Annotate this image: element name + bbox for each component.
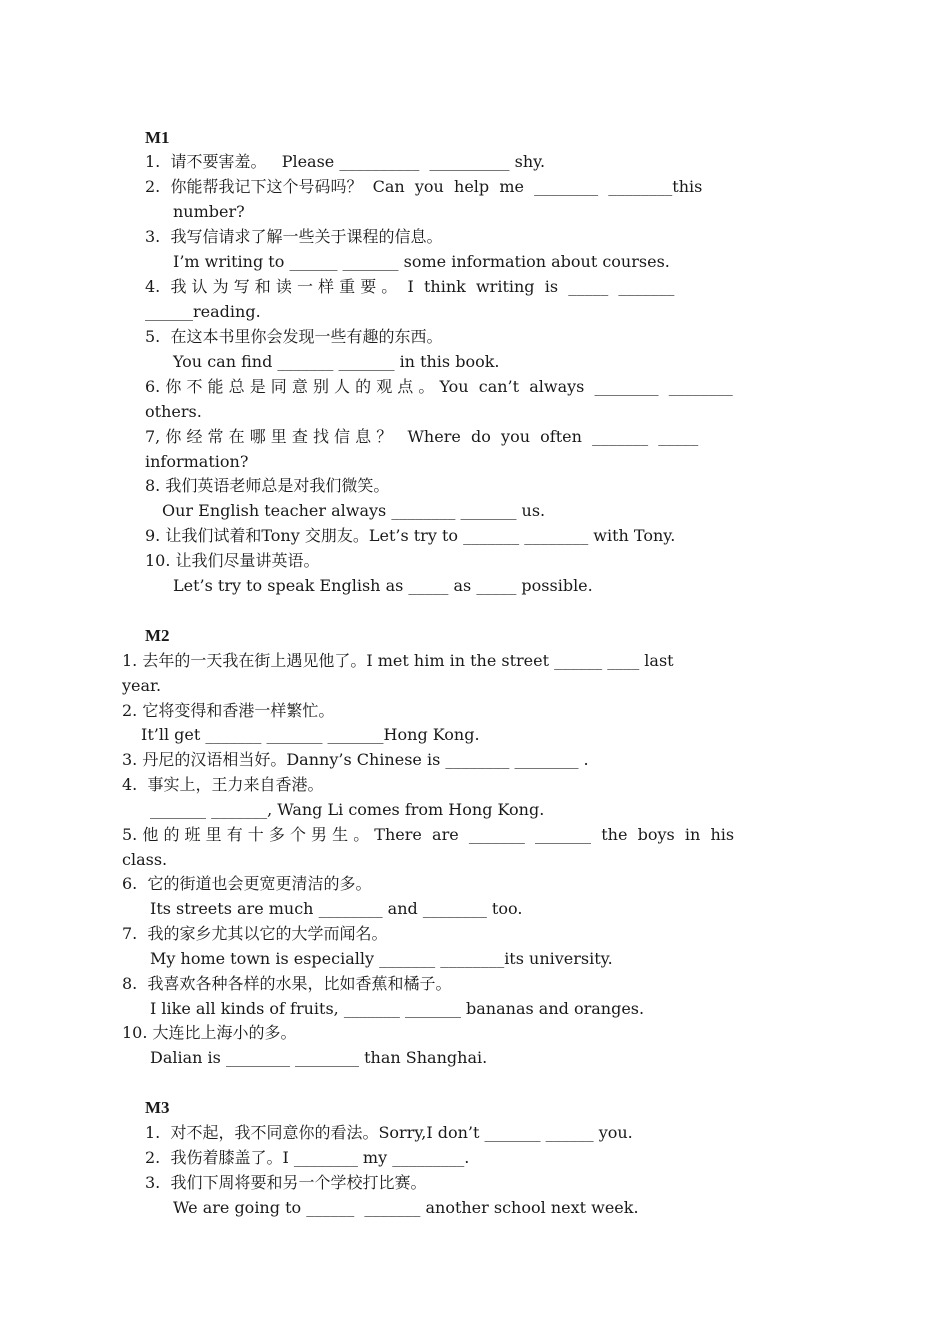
exercise-line: 7. 我的家乡尤其以它的大学而闻名。 [122,924,388,943]
exercise-line: _______ _______, Wang Li comes from Hong Kong. [150,800,545,819]
exercise-line: 6. 你 不 能 总 是 同 意 别 人 的 观 点 。 You can’t always ________ ________ [145,377,733,396]
exercise-line: 7, 你 经 常 在 哪 里 查 找 信 息 ？ Where do you often _______ _____ [145,427,699,446]
exercise-line: 4. 事实上，王力来自香港。 [122,775,324,794]
exercise-line: We are going to ______ _______ another school next week. [173,1198,639,1217]
exercise-line: 6. 它的街道也会更宽更清洁的多。 [122,874,372,893]
exercise-line: 5. 在这本书里你会发现一些有趣的东西。 [145,327,443,346]
exercise-line: 2. 它将变得和香港一样繁忙。 [122,701,335,720]
section-heading: M1 [145,128,170,147]
exercise-line: 8. 我喜欢各种各样的水果，比如香蕉和橘子。 [122,974,452,993]
exercise-line: 5. 他 的 班 里 有 十 多 个 男 生 。 There are _______ _______ the boys in his [122,825,735,844]
exercise-line: 10. 大连比上海小的多。 [122,1023,297,1042]
exercise-line: 9. 让我们试着和Tony 交朋友。Let’s try to _______ ________ with Tony. [145,526,676,545]
exercise-line: 2. 我伤着膝盖了。I ________ my _________. [145,1148,470,1167]
section-heading: M3 [145,1098,170,1117]
exercise-line: 2. 你能帮我记下这个号码吗？ Can you help me ________ ________this [145,177,703,196]
section-heading: M2 [145,626,170,645]
exercise-line: 3. 丹尼的汉语相当好。Danny’s Chinese is ________ ________ . [122,750,589,769]
exercise-line: Our English teacher always ________ _______ us. [162,501,546,520]
exercise-line: I like all kinds of fruits, _______ _______ bananas and oranges. [150,999,645,1018]
exercise-line: 4. 我 认 为 写 和 读 一 样 重 要 。 I think writing is _____ _______ [145,277,675,296]
exercise-line: ______reading. [145,302,261,321]
exercise-line: 1. 对不起，我不同意你的看法。Sorry,I don’t _______ ______ you. [145,1123,633,1142]
exercise-line: 10. 让我们尽量讲英语。 [145,551,320,570]
exercise-line: It’ll get _______ _______ _______Hong Kong. [141,725,480,744]
exercise-line: Let’s try to speak English as _____ as _____ possible. [173,576,593,595]
exercise-line: class. [122,850,168,869]
exercise-line: 8. 我们英语老师总是对我们微笑。 [145,476,390,495]
exercise-line: You can find _______ _______ in this book. [173,352,500,371]
exercise-line: 3. 我们下周将要和另一个学校打比赛。 [145,1173,427,1192]
exercise-line: 1. 请不要害羞。 Please __________ __________ shy. [145,152,546,171]
exercise-line: My home town is especially _______ ________its university. [150,949,613,968]
exercise-line: I’m writing to ______ _______ some information about courses. [173,252,670,271]
exercise-line: others. [145,402,202,421]
exercise-line: 3. 我写信请求了解一些关于课程的信息。 [145,227,443,246]
exercise-line: information? [145,452,249,471]
exercise-line: number? [173,202,245,221]
exercise-line: Its streets are much ________ and ________ too. [150,899,523,918]
exercise-line: Dalian is ________ ________ than Shanghai. [150,1048,488,1067]
exercise-line: 1. 去年的一天我在街上遇见他了。I met him in the street ______ ____ last [122,651,674,670]
exercise-line: year. [122,676,162,695]
